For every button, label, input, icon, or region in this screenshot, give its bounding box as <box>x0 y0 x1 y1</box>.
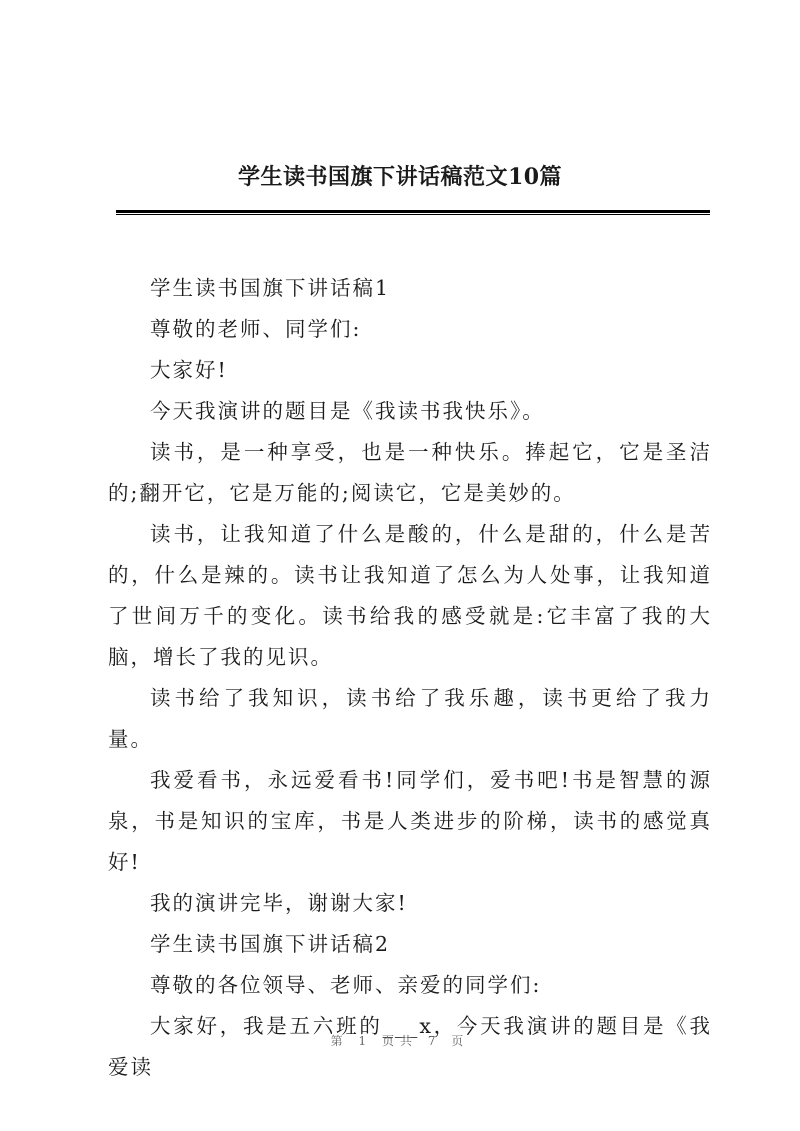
title-divider <box>116 210 710 215</box>
section-heading-2: 学生读书国旗下讲话稿2 <box>150 932 391 956</box>
document-title: 学生读书国旗下讲话稿范文10篇 <box>237 164 563 190</box>
greeting: 大家好! <box>150 358 228 382</box>
body-paragraph: 读书，让我知道了什么是酸的，什么是甜的，什么是苦的，什么是辣的。读书让我知道了怎么为人处事，让我知道了世间万千的变化。读书给我的感受就是:它丰富了我的大脑，增长了我的见识。 <box>108 522 712 669</box>
body-paragraph: 读书给了我知识，读书给了我乐趣，读书更给了我力量。 <box>108 686 712 751</box>
body-paragraph: 我爱看书，永远爱看书!同学们，爱书吧!书是智慧的源泉，书是知识的宝库，书是人类进步的阶梯，读书的感觉真好! <box>108 768 712 874</box>
page-footer <box>0 1032 800 1050</box>
body-paragraph: 读书，是一种享受，也是一种快乐。捧起它，它是圣洁的;翻开它，它是万能的;阅读它，它是美妙的。 <box>108 440 712 505</box>
page-label-prefix: 第 <box>330 1034 349 1048</box>
speech-topic: 今天我演讲的题目是《我读书我快乐》。 <box>150 399 545 423</box>
section-heading-1: 学生读书国旗下讲话稿1 <box>150 276 391 300</box>
document-body <box>108 268 712 1088</box>
salutation: 尊敬的各位领导、老师、亲爱的同学们: <box>150 973 542 997</box>
current-page-number: 1 <box>358 1034 373 1048</box>
body-paragraph: 大家好，我是五六班的___x，今天我演讲的题目是《我爱读 <box>108 1014 712 1079</box>
salutation: 尊敬的老师、同学们: <box>150 317 362 341</box>
closing: 我的演讲完毕，谢谢大家! <box>150 891 408 915</box>
page-label-middle: 页共 <box>381 1034 418 1048</box>
total-pages-number: 7 <box>427 1034 442 1048</box>
page-label-suffix: 页 <box>451 1034 470 1048</box>
